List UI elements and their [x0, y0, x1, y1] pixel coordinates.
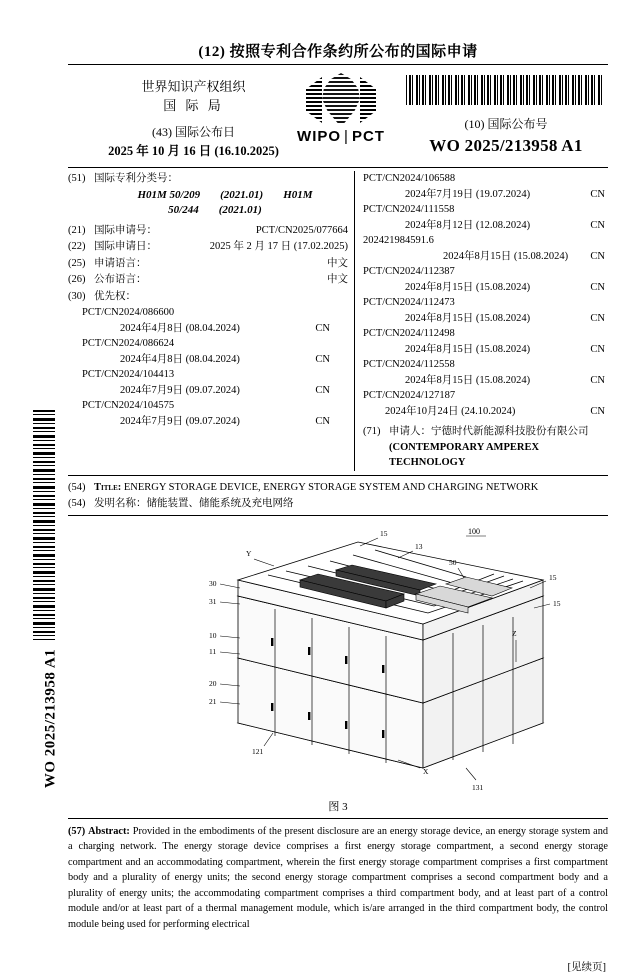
vertical-barcode — [33, 410, 55, 640]
fig-label-50: 50 — [449, 557, 457, 567]
fig-label-15a: 15 — [380, 528, 388, 538]
ipc-class-1: H01M 50/209 — [137, 188, 201, 201]
field-code: (26) — [68, 274, 86, 285]
fig-label-31: 31 — [209, 596, 217, 606]
field-label: 国际专利分类号： — [94, 173, 178, 184]
wipo-wordmark — [286, 128, 396, 145]
abstract-code: (57) — [68, 825, 86, 837]
priority-number: PCT/CN2024/111558 — [363, 204, 455, 215]
fig-label-100: 100 — [468, 526, 480, 536]
publication-date-value: 2025 年 10 月 16 日 (16.10.2025) — [108, 144, 279, 158]
priority-date-row — [120, 383, 330, 399]
figure-area — [68, 518, 608, 818]
title-en-row — [68, 480, 608, 496]
priority-date-row — [405, 187, 605, 203]
publication-number-value: WO 2025/213958 A1 — [429, 136, 583, 155]
fig-label-15c: 15 — [553, 598, 561, 608]
applicant-text — [389, 424, 608, 471]
priority-number: PCT/CN2024/086600 — [82, 307, 175, 318]
priority-list-right — [363, 171, 608, 419]
priority-number: PCT/CN2024/112387 — [363, 266, 455, 277]
priority-date-row — [405, 373, 605, 389]
priority-date: 2024年4月8日 (08.04.2024) — [120, 353, 240, 365]
figure-caption: 图 3 — [328, 800, 348, 813]
title-en-value: ENERGY STORAGE DEVICE, ENERGY STORAGE SYSTEM AND CHARGING NETWORK — [123, 481, 539, 493]
priority-date-row — [443, 249, 605, 265]
biblio-left-column — [68, 171, 355, 471]
field-code: (51) — [68, 173, 86, 184]
header-block — [68, 69, 608, 167]
priority-date: 2024年8月15日 (15.08.2024) — [405, 343, 531, 355]
applicant-name-en: (CONTEMPORARY AMPEREX TECHNOLOGY — [389, 441, 540, 468]
priority-country: CN — [590, 405, 605, 417]
title-cn-row — [68, 496, 608, 512]
wipo-separator: | — [344, 128, 349, 145]
pct-text: PCT — [351, 128, 385, 145]
ipc-version-2: (2021.01) — [218, 204, 262, 216]
rule-under-header — [68, 167, 608, 168]
field-priority — [68, 289, 348, 305]
fig-label-Y: Y — [246, 548, 252, 558]
abstract-section — [68, 819, 608, 933]
fig-label-30: 30 — [209, 578, 217, 588]
priority-country: CN — [315, 353, 330, 365]
priority-date: 2024年7月9日 (09.07.2024) — [120, 384, 240, 396]
ipc-classes — [92, 188, 348, 219]
field-value: 中文 — [327, 257, 348, 269]
priority-date: 2024年8月15日 (15.08.2024) — [405, 312, 531, 324]
field-code: (71) — [363, 426, 381, 437]
continued-note: [见续页] — [567, 961, 606, 973]
priority-country: CN — [590, 219, 605, 231]
field-code: (54) — [68, 481, 86, 493]
priority-number: PCT/CN2024/086624 — [82, 338, 175, 349]
priority-number: PCT/CN2024/106588 — [363, 173, 456, 184]
abstract-label: Abstract: — [88, 825, 130, 837]
priority-country: CN — [315, 384, 330, 396]
priority-country: CN — [590, 374, 605, 386]
priority-date-row — [405, 311, 605, 327]
field-value: 中文 — [327, 274, 348, 285]
priority-list-left — [68, 305, 348, 429]
field-value: 2025 年 2 月 17 日 (17.02.2025) — [209, 241, 348, 252]
applicant-label: 申请人： — [389, 426, 431, 437]
bibliographic-data — [68, 171, 608, 471]
wipo-text: WIPO — [297, 128, 342, 145]
priority-date: 2024年8月15日 (15.08.2024) — [405, 281, 531, 293]
field-code: (54) — [68, 497, 86, 509]
office-code-line: 世界知识产权组织 — [141, 79, 246, 94]
priority-date: 2024年7月19日 (19.07.2024) — [405, 188, 531, 200]
publication-date-label: (43) 国际公布日 — [152, 125, 235, 139]
kind-of-document-line: (12) 按照专利合作条约所公布的国际申请 — [198, 44, 478, 60]
priority-date-row — [385, 404, 605, 420]
fig-label-131: 131 — [472, 782, 484, 792]
priority-number: PCT/CN2024/104575 — [82, 400, 175, 411]
applicant-field — [363, 424, 608, 471]
fig-label-20: 20 — [209, 678, 217, 688]
priority-country: CN — [590, 250, 605, 262]
field-code: (25) — [68, 257, 86, 269]
priority-date-row — [120, 414, 330, 430]
field-label: 申请语言： — [94, 257, 147, 269]
field-label: 国际申请号： — [94, 224, 157, 236]
wipo-logo — [286, 73, 396, 145]
priority-date-row — [405, 218, 605, 234]
ipc-version-1: (2021.01) — [220, 188, 264, 201]
priority-date-row — [405, 342, 605, 358]
field-ipc — [68, 171, 348, 187]
priority-country: CN — [590, 281, 605, 293]
priority-number: PCT/CN2024/112558 — [363, 359, 455, 370]
publication-number-label: (10) 国际公布号 — [464, 117, 548, 131]
wipo-globe-icon — [286, 73, 396, 127]
fig-label-21: 21 — [209, 696, 217, 706]
priority-number: PCT/CN2024/127187 — [363, 390, 456, 401]
field-code: (21) — [68, 224, 86, 236]
top-barcode — [406, 75, 604, 105]
priority-date: 2024年4月8日 (08.04.2024) — [120, 322, 240, 334]
field-publication-language — [68, 272, 348, 288]
issuing-office — [106, 77, 281, 161]
priority-number: 202421984591.6 — [363, 235, 434, 246]
priority-country: CN — [315, 415, 330, 427]
priority-country: CN — [590, 188, 605, 200]
field-filing-date — [68, 239, 348, 255]
priority-country: CN — [590, 343, 605, 355]
priority-date: 2024年8月15日 (15.08.2024) — [405, 374, 531, 386]
fig-label-10: 10 — [209, 630, 217, 640]
title-cn — [94, 496, 294, 512]
side-publication-number: WO 2025/213958 A1 — [42, 648, 59, 789]
priority-date: 2024年10月24日 (24.10.2024) — [385, 405, 516, 417]
priority-date: 2024年8月12日 (12.08.2024) — [405, 219, 531, 231]
field-label: 国际申请日： — [94, 241, 157, 252]
fig-label-121: 121 — [252, 746, 264, 756]
fig-label-15b: 15 — [549, 572, 557, 582]
rule-under-kind — [68, 64, 608, 65]
priority-date-row — [405, 280, 605, 296]
biblio-right-column — [355, 171, 608, 471]
priority-number: PCT/CN2024/104413 — [82, 369, 175, 380]
ipc-class-2: H01M 50/244 — [168, 188, 313, 216]
office-bureau-line: 国 际 局 — [163, 98, 224, 113]
field-code: (22) — [68, 241, 86, 252]
title-cn-value: 储能装置、储能系统及充电网络 — [146, 497, 294, 509]
publication-identifier — [406, 75, 606, 156]
title-en-label: Title: — [94, 481, 122, 493]
priority-date: 2024年7月9日 (09.07.2024) — [120, 415, 240, 427]
priority-country: CN — [315, 322, 330, 334]
priority-date-row — [120, 352, 330, 368]
rule-under-title — [68, 515, 608, 516]
fig-label-11: 11 — [209, 646, 217, 656]
left-margin-strip — [30, 410, 64, 880]
energy-storage-device-drawing — [68, 518, 608, 818]
priority-date: 2024年8月15日 (15.08.2024) — [443, 250, 569, 262]
field-label: 公布语言： — [94, 274, 147, 285]
priority-date-row — [120, 321, 330, 337]
priority-number: PCT/CN2024/112473 — [363, 297, 455, 308]
document-body — [68, 40, 608, 974]
field-application-number — [68, 223, 348, 239]
title-section — [68, 476, 608, 512]
priority-number: PCT/CN2024/112498 — [363, 328, 455, 339]
abstract-text: Provided in the embodiments of the present disclosure are an energy storage device, an energy storage system and a charging network. The energy storage device comprises a first energy storage compartment, a second energy storage compartment and an accommodating compartment, wherein the first energy storage compartment comprises a first compartment body and a plurality of energy units; the second energy storage compartment comprises a second compartment body and a plurality of energy units; the accommodating compartment comprises a third compartment body, and at least part of a control module and/or at least part of a thermal management module, which is/are arranged in the third compartment body, the control module being used for performing electrical — [68, 825, 608, 931]
applicant-name-cn: 宁德时代新能源科技股份有限公司 — [431, 426, 589, 437]
fig-label-X: X — [423, 766, 429, 776]
field-label: 优先权： — [94, 290, 136, 302]
field-filing-language — [68, 256, 348, 272]
fig-label-Z: Z — [512, 628, 517, 638]
field-value: PCT/CN2025/077664 — [255, 224, 348, 236]
field-code: (30) — [68, 290, 86, 302]
title-en — [94, 480, 538, 496]
title-cn-label: 发明名称： — [94, 497, 147, 509]
fig-label-13: 13 — [415, 541, 423, 551]
priority-country: CN — [590, 312, 605, 324]
